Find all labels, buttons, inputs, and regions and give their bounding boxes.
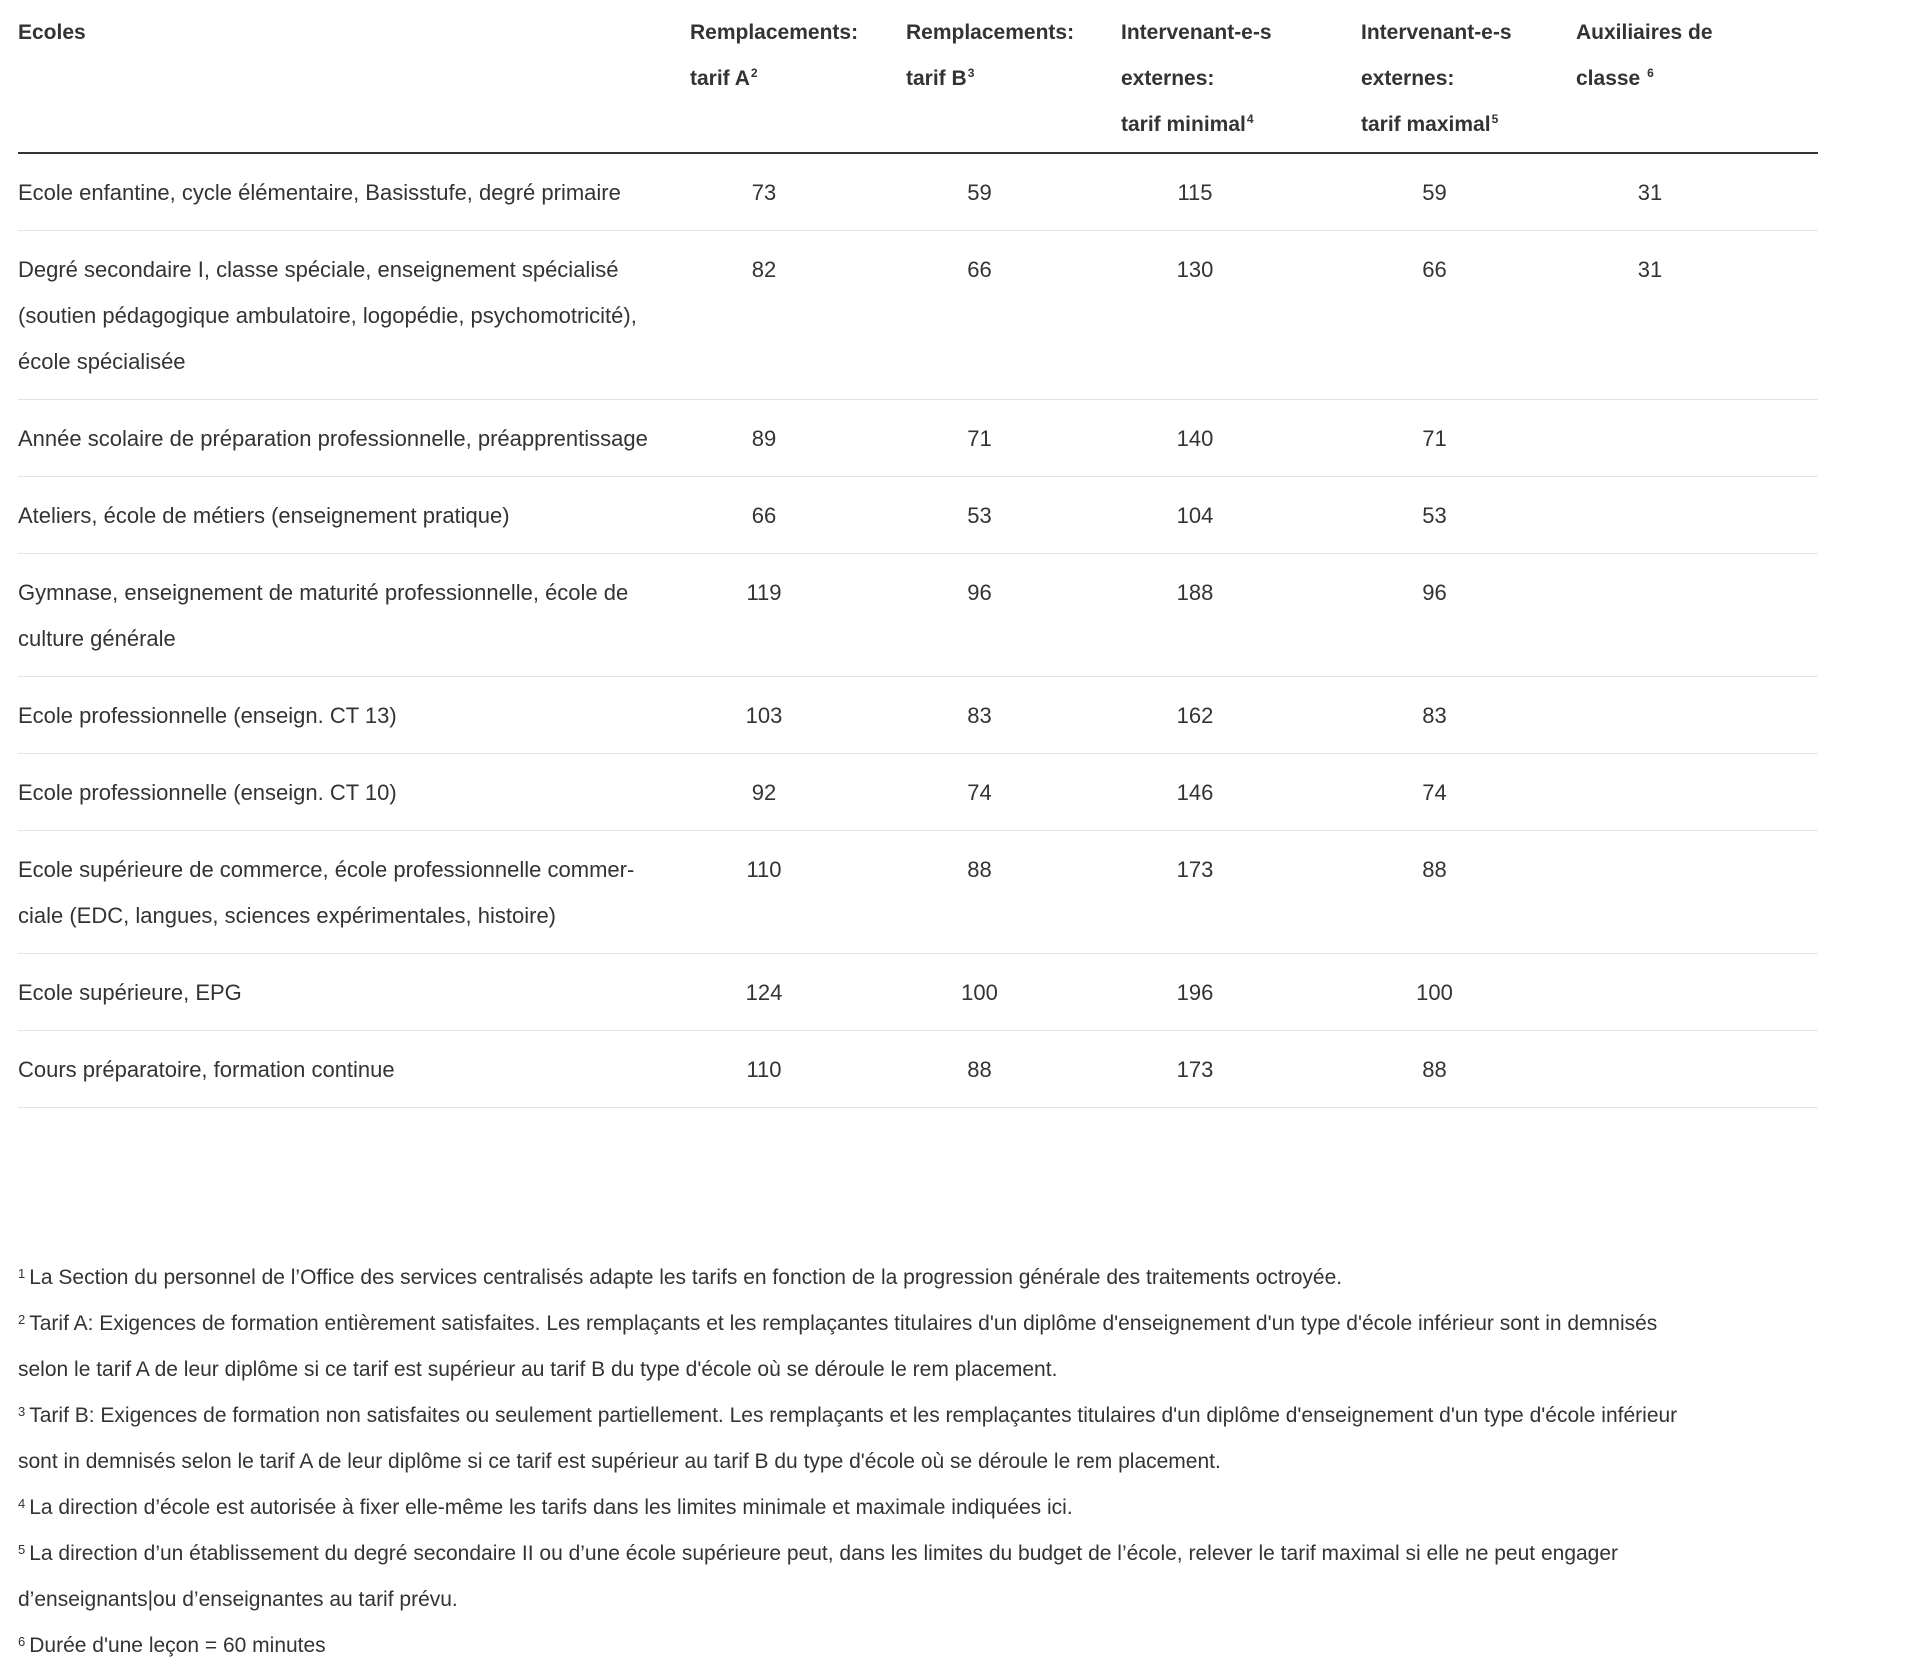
school-type-cell: Ecole professionnelle (enseign. CT 13): [18, 677, 690, 754]
header-tarif-a: Remplacements: tarif $A^2$: [690, 0, 906, 153]
tarif-b-cell: 88: [906, 831, 1121, 954]
table-row: [18, 677, 1818, 754]
ext-min-cell: 173: [1121, 1031, 1361, 1108]
tarif-b-cell: 53: [906, 477, 1121, 554]
footnote-line: [18, 1577, 1828, 1623]
table-row: [18, 554, 1818, 677]
tarif-a-cell: 82: [690, 231, 906, 400]
ext-min-cell: 146: [1121, 754, 1361, 831]
header-ext-min: Intervenant-e-s externes: tarif minimal$^4$: [1121, 0, 1361, 153]
footnote-text: selon le tarif A de leur diplôme si ce tarif est supérieur au tarif B du type d'école où se déroule le rem placement.: [18, 1358, 1058, 1381]
footnote-number: 5: [18, 1542, 26, 1557]
ext-max-cell: 53: [1361, 477, 1576, 554]
ext-max-cell: 88: [1361, 831, 1576, 954]
footnote-text: sont in demnisés selon le tarif A de leur diplôme si ce tarif est supérieur au tarif B du type d'école où se déroule le rem placement.: [18, 1450, 1221, 1473]
footnote-line: [18, 1393, 1828, 1439]
footnote-ref-3: 3: [967, 66, 975, 80]
footnote-line: [18, 1485, 1828, 1531]
auxiliaires-cell: [1576, 754, 1818, 831]
auxiliaires-cell: [1576, 831, 1818, 954]
footnote-ref-6: 6: [1647, 66, 1654, 80]
table-row: [18, 153, 1818, 231]
footnote-text: Tarif B: Exigences de formation non satisfaites ou seulement partiellement. Les remplaçants et les remplaçantes titulaires d'un diplôme d'enseignement d'un type d'école inférieur: [29, 1404, 1678, 1427]
footnote-text: Durée d'une leçon = 60 minutes: [29, 1634, 326, 1657]
footnote-number: 2: [18, 1312, 26, 1327]
tarif-b-cell: 66: [906, 231, 1121, 400]
ext-min-cell: 196: [1121, 954, 1361, 1031]
tarif-a-cell: 73: [690, 153, 906, 231]
ext-min-cell: 115: [1121, 153, 1361, 231]
tarif-a-cell: 66: [690, 477, 906, 554]
table-row: [18, 231, 1818, 400]
auxiliaires-cell: [1576, 677, 1818, 754]
footnote-number: 3: [18, 1404, 26, 1419]
footnote-number: 6: [18, 1634, 26, 1649]
ext-min-cell: 188: [1121, 554, 1361, 677]
footnote-line: [18, 1439, 1828, 1485]
tarif-a-cell: 119: [690, 554, 906, 677]
ext-max-cell: 96: [1361, 554, 1576, 677]
ext-max-cell: 59: [1361, 153, 1576, 231]
table-row: [18, 400, 1818, 477]
school-type-cell: Ecole supérieure, EPG: [18, 954, 690, 1031]
table-row: [18, 831, 1818, 954]
ext-max-cell: 88: [1361, 1031, 1576, 1108]
footnote-line: [18, 1623, 1828, 1669]
school-type-cell: Degré secondaire I, classe spéciale, enseignement spécialisé (soutien pédagogique ambulatoire, logopédie, psychomotricité), école spécialisée: [18, 231, 690, 400]
tarif-b-cell: 83: [906, 677, 1121, 754]
tarif-a-cell: 124: [690, 954, 906, 1031]
table-body: [18, 153, 1818, 1108]
ext-max-cell: 71: [1361, 400, 1576, 477]
footnote-text: d’enseignants|ou d’enseignantes au tarif prévu.: [18, 1588, 458, 1611]
school-type-cell: Cours préparatoire, formation continue: [18, 1031, 690, 1108]
tarif-b-cell: 71: [906, 400, 1121, 477]
ext-min-cell: 104: [1121, 477, 1361, 554]
auxiliaires-cell: [1576, 954, 1818, 1031]
tarif-b-cell: 59: [906, 153, 1121, 231]
school-type-cell: Ecole enfantine, cycle élémentaire, Basisstufe, degré primaire: [18, 153, 690, 231]
footnote-text: La direction d’école est autorisée à fixer elle-même les tarifs dans les limites minimale et maximale indiquées ici.: [29, 1496, 1073, 1519]
footnote-text: La direction d’un établissement du degré secondaire II ou d’une école supérieure peut, dans les limites du budget de l’école, relever le tarif maximal si elle ne peut engager: [29, 1542, 1619, 1565]
tarif-b-cell: 74: [906, 754, 1121, 831]
table-row: [18, 754, 1818, 831]
ext-max-cell: 83: [1361, 677, 1576, 754]
ext-min-cell: 162: [1121, 677, 1361, 754]
auxiliaires-cell: 31: [1576, 153, 1818, 231]
footnote-number: 1: [18, 1266, 26, 1281]
ext-min-cell: 130: [1121, 231, 1361, 400]
footnote-ref-2: 2: [750, 66, 758, 80]
table-row: [18, 954, 1818, 1031]
ext-min-cell: 173: [1121, 831, 1361, 954]
footnote-text: Tarif A: Exigences de formation entièrement satisfaites. Les remplaçants et les remplaçantes titulaires d'un diplôme d'enseignement d'un type d'école inférieur sont in demnisés: [29, 1312, 1658, 1335]
tarifs-table-container: [18, 0, 1818, 1108]
ext-min-cell: 140: [1121, 400, 1361, 477]
school-type-cell: Ateliers, école de métiers (enseignement pratique): [18, 477, 690, 554]
footnote-ref-5: 5: [1491, 112, 1499, 126]
auxiliaires-cell: 31: [1576, 231, 1818, 400]
tarif-a-cell: 103: [690, 677, 906, 754]
tarifs-table: [18, 0, 1818, 1108]
school-type-cell: Ecole professionnelle (enseign. CT 10): [18, 754, 690, 831]
table-row: [18, 1031, 1818, 1108]
footnotes: [18, 1255, 1828, 1669]
auxiliaires-cell: [1576, 477, 1818, 554]
tarif-a-cell: 110: [690, 831, 906, 954]
tarif-a-cell: 110: [690, 1031, 906, 1108]
footnote-ref-4: 4: [1246, 112, 1254, 126]
tarif-b-cell: 100: [906, 954, 1121, 1031]
footnote-line: [18, 1301, 1828, 1347]
school-type-cell: Année scolaire de préparation professionnelle, préapprentissage: [18, 400, 690, 477]
tarif-b-cell: 88: [906, 1031, 1121, 1108]
tarif-a-cell: 89: [690, 400, 906, 477]
header-tarif-b: Remplacements: tarif $B^3$: [906, 0, 1121, 153]
table-row: [18, 477, 1818, 554]
header-ext-max: Intervenant-e-s externes: tarif maximal$^5$: [1361, 0, 1576, 153]
auxiliaires-cell: [1576, 554, 1818, 677]
school-type-cell: Ecole supérieure de commerce, école professionnelle commer- ciale (EDC, langues, sciences expérimentales, histoire): [18, 831, 690, 954]
footnote-line: [18, 1347, 1828, 1393]
header-auxiliaires: Auxiliaires de classe $^6$: [1576, 0, 1818, 153]
ext-max-cell: 66: [1361, 231, 1576, 400]
school-type-cell: Gymnase, enseignement de maturité professionnelle, école de culture générale: [18, 554, 690, 677]
footnote-line: [18, 1255, 1828, 1301]
footnote-line: [18, 1531, 1828, 1577]
footnote-text: La Section du personnel de l’Office des services centralisés adapte les tarifs en fonction de la progression générale des traitements octroyée.: [29, 1266, 1343, 1289]
tarif-b-cell: 96: [906, 554, 1121, 677]
ext-max-cell: 74: [1361, 754, 1576, 831]
header-ecoles: Ecoles: [18, 0, 690, 153]
auxiliaires-cell: [1576, 400, 1818, 477]
ext-max-cell: 100: [1361, 954, 1576, 1031]
footnote-number: 4: [18, 1496, 26, 1511]
table-header-row: [18, 0, 1818, 153]
tarif-a-cell: 92: [690, 754, 906, 831]
auxiliaires-cell: [1576, 1031, 1818, 1108]
